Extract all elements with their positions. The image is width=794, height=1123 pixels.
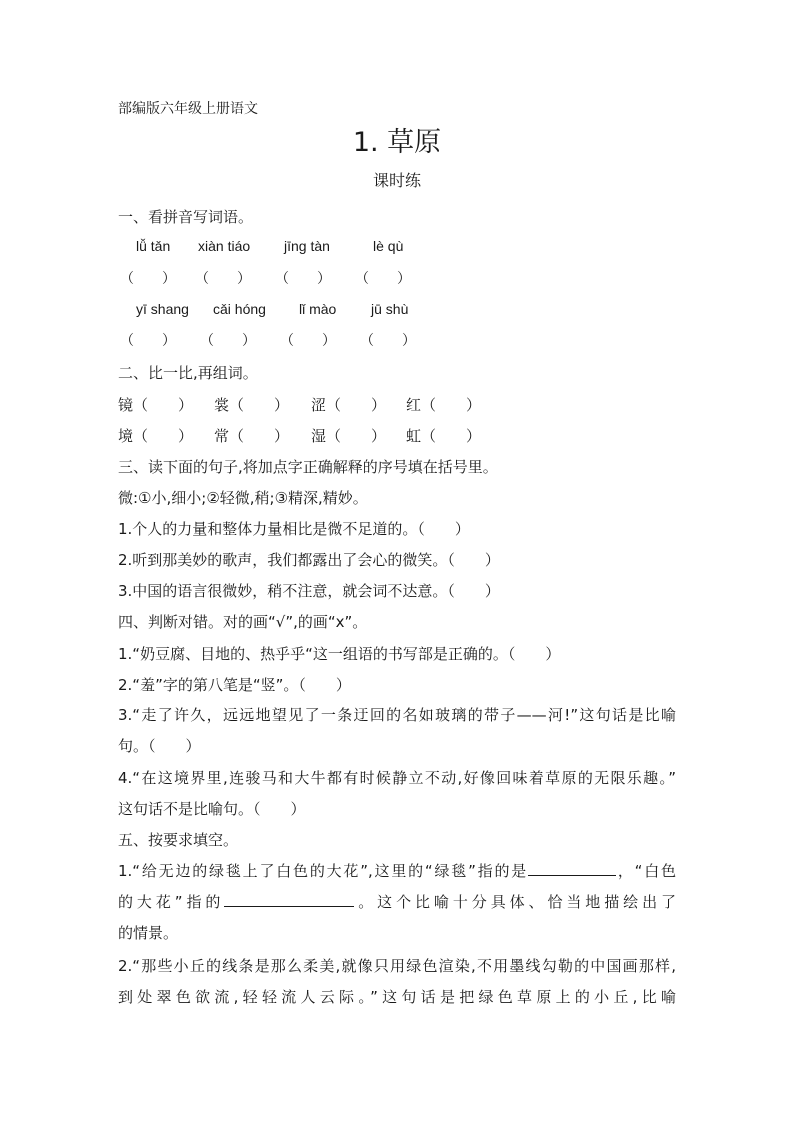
section-2-heading: 二、比一比,再组词。: [118, 364, 258, 382]
pinyin-item: xiàn tiáo: [198, 238, 251, 254]
question-line: 1.个人的力量和整体力量相比是微不足道的。（ ）: [118, 520, 470, 538]
definition-line: 微:①小,细小;②轻微,稍;③精深,精妙。: [118, 489, 368, 507]
pinyin-item: cǎi hóng: [213, 301, 266, 317]
question-4-4: [118, 763, 676, 825]
pinyin-item: jū shù: [371, 301, 409, 317]
question-line: 3.“走了许久，远远地望见了一条迂回的名如玻璃的带子——河!”这句话是比喻: [118, 706, 676, 724]
question-line: 1.“奶豆腐、目地的、热乎乎“这一组语的书写部是正确的。（ ）: [118, 645, 561, 663]
compare-item[interactable]: 常（ ）: [214, 427, 290, 445]
pinyin-item: lǐ mào: [299, 301, 337, 317]
compare-item[interactable]: 湿（ ）: [311, 427, 387, 445]
section-5-heading: 五、按要求填空。: [118, 831, 239, 849]
answer-blank[interactable]: （ ）: [120, 333, 176, 349]
text-segment: ，“白色: [616, 862, 676, 880]
fill-blank[interactable]: [224, 889, 354, 907]
question-line: 到处翠色欲流,轻轻流人云际。”这句话是把绿色草原上的小丘,比喻: [118, 988, 676, 1006]
answer-blank[interactable]: （ ）: [355, 271, 411, 287]
text-segment: 1.“给无边的绿毯上了白色的大花”,这里的“绿毯”指的是: [118, 862, 529, 880]
answer-blank[interactable]: （ ）: [275, 271, 331, 287]
answer-blank[interactable]: （ ）: [195, 271, 251, 287]
pinyin-item: lè qù: [373, 238, 404, 254]
textbook-header: 部编版六年级上册语文: [118, 101, 258, 117]
answer-blank[interactable]: （ ）: [200, 333, 256, 349]
question-line: 的情景。: [118, 924, 179, 942]
lesson-subtitle: 课时练: [372, 171, 421, 190]
question-5-1: [118, 856, 676, 949]
compare-item[interactable]: 镜（ ）: [118, 396, 194, 414]
compare-item[interactable]: 涩（ ）: [311, 396, 387, 414]
question-5-2: [118, 951, 676, 1013]
fill-blank[interactable]: [528, 858, 616, 876]
answer-blank[interactable]: （ ）: [120, 271, 176, 287]
compare-item[interactable]: 虹（ ）: [406, 427, 482, 445]
question-line: 2.“羞”字的第八笔是“竖”。（ ）: [118, 676, 351, 694]
question-line: [118, 887, 676, 918]
compare-item[interactable]: 裳（ ）: [214, 396, 290, 414]
text-segment: 的大花”指的: [118, 893, 225, 911]
question-line: 句。（ ）: [118, 737, 201, 755]
question-line: 3.中国的语言很微妙，稍不注意，就会词不达意。（ ）: [118, 582, 500, 600]
compare-item[interactable]: 红（ ）: [406, 396, 482, 414]
text-segment: 。这个比喻十分具体、恰当地描绘出了: [354, 893, 676, 911]
compare-item[interactable]: 境（ ）: [118, 427, 194, 445]
question-line: 这句话不是比喻句。（ ）: [118, 800, 306, 818]
section-1-heading: 一、看拼音写词语。: [118, 208, 254, 226]
question-line: 4.“在这境界里,连骏马和大牛都有时候静立不动,好像回味着草原的无限乐趣。”: [118, 769, 676, 787]
section-3-heading: 三、读下面的句子,将加点字正确解释的序号填在括号里。: [118, 458, 498, 476]
section-4-heading: 四、判断对错。对的画“√”,的画“x”。: [118, 613, 368, 631]
answer-blank[interactable]: （ ）: [280, 333, 336, 349]
question-line: [118, 856, 676, 887]
pinyin-item: jīng tàn: [284, 238, 330, 254]
question-line: 2.“那些小丘的线条是那么柔美,就像只用绿色渲染,不用墨线勾勒的中国画那样,: [118, 957, 676, 975]
lesson-title: 1. 草原: [352, 127, 442, 158]
pinyin-item: lǚ tǎn: [136, 238, 171, 254]
question-4-3: [118, 700, 676, 762]
answer-blank[interactable]: （ ）: [360, 333, 416, 349]
question-line: 2.听到那美妙的歌声，我们都露出了会心的微笑。（ ）: [118, 551, 500, 569]
pinyin-item: yī shang: [136, 301, 189, 317]
